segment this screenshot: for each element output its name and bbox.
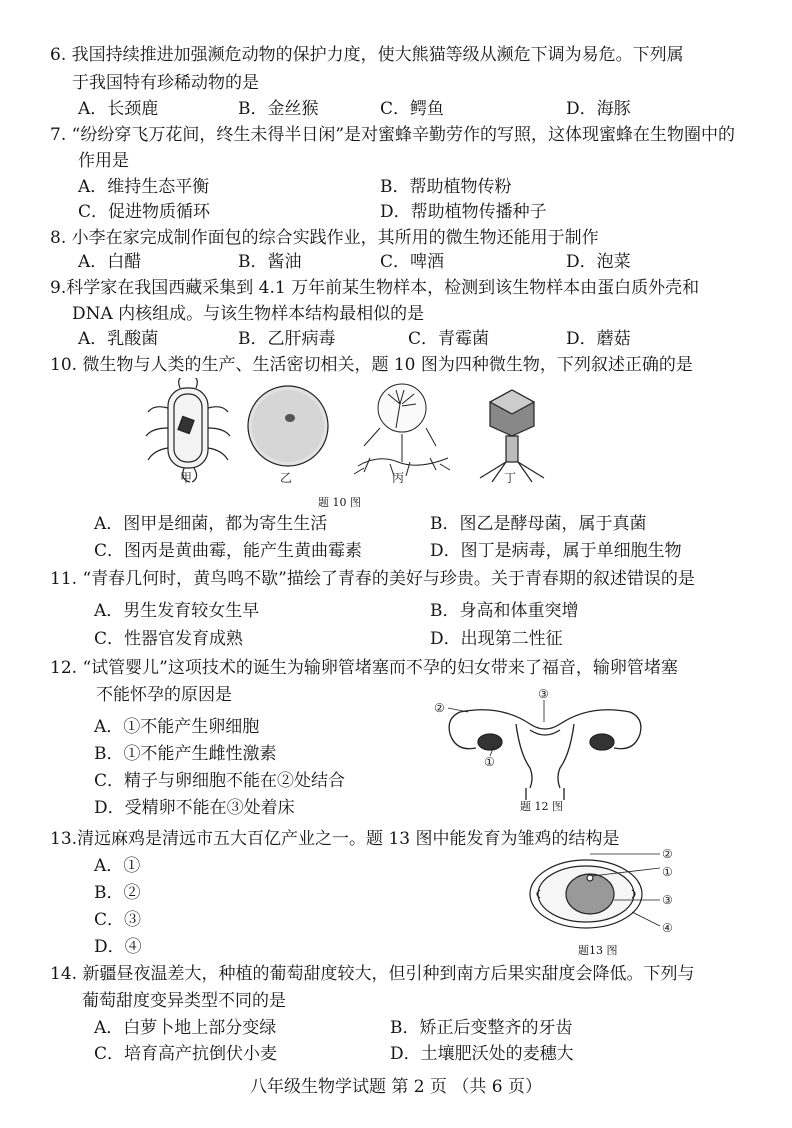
- q7-stem-line1: [50, 124, 735, 146]
- q14-stem-line1: [50, 963, 694, 985]
- q6-option-a: A．长颈鹿: [78, 99, 159, 119]
- q9-option-c: C．青霉菌: [408, 329, 490, 349]
- fig10-virus: [480, 390, 544, 482]
- fig13-marker-4: ④: [662, 921, 673, 935]
- q6-option-c: C．鳄鱼: [380, 99, 445, 119]
- q12-option-d: D．受精卵不能在③处着床: [94, 798, 295, 818]
- q6-option-d: D．海豚: [566, 99, 631, 119]
- fig13-caption: 题13 图: [578, 944, 618, 957]
- fig12-marker-2: ②: [434, 701, 445, 715]
- q7-option-c: C．促进物质循环: [78, 202, 211, 222]
- q13-text: 清远麻鸡是清远市五大百亿产业之一。题 13 图中能发育为雏鸡的结构是: [77, 829, 620, 849]
- q10-option-b: B．图乙是酵母菌，属于真菌: [430, 514, 647, 534]
- q9-number: 9.: [50, 278, 67, 298]
- q8-option-c: C．啤酒: [380, 252, 445, 272]
- q9-option-a: A．乳酸菌: [78, 329, 159, 349]
- q9-option-d: D．蘑菇: [566, 329, 631, 349]
- fig12-marker-3: ③: [538, 687, 549, 701]
- q9-stem-line1: [50, 277, 699, 299]
- q6-option-b: B．金丝猴: [238, 99, 319, 119]
- q11-option-d: D．出现第二性征: [430, 629, 563, 649]
- q10-text: 微生物与人类的生产、生活密切相关，题 10 图为四种微生物，下列叙述正确的是: [82, 355, 693, 375]
- q7-stem-line2: 作用是: [78, 151, 129, 171]
- q10-number: 10.: [50, 355, 78, 375]
- q14-option-a: A．白萝卜地上部分变绿: [94, 1018, 277, 1038]
- q8-option-a: A．白醋: [78, 252, 142, 272]
- q11-number: 11.: [50, 569, 78, 589]
- q14-option-b: B．矫正后变整齐的牙齿: [390, 1018, 573, 1038]
- fig10-caption: 题 10 图: [318, 496, 361, 509]
- q13-number: 13.: [50, 829, 78, 849]
- fig12-caption: 题 12 图: [520, 800, 563, 813]
- q8-option-d: D．泡菜: [566, 252, 631, 272]
- q11-option-a: A．男生发育较女生早: [94, 601, 260, 621]
- fig10-mold: [354, 384, 450, 476]
- q6-text: 我国持续推进加强濒危动物的保护力度，使大熊猫等级从濒危下调为易危。下列属: [71, 45, 684, 65]
- q12-stem-line2: 不能怀孕的原因是: [96, 685, 232, 705]
- q14-option-c: C．培育高产抗倒伏小麦: [94, 1044, 278, 1064]
- fig10-labels: [180, 471, 516, 485]
- q11-option-b: B．身高和体重突增: [430, 601, 579, 621]
- q7-option-d: D．帮助植物传播种子: [380, 202, 547, 222]
- q7-option-a: A．维持生态平衡: [78, 177, 210, 197]
- q13-option-d: D．④: [94, 937, 142, 957]
- fig13-egg-diagram: [520, 840, 690, 942]
- q11-stem: [50, 568, 695, 590]
- q11-option-c: C．性器官发育成熟: [94, 629, 244, 649]
- q10-option-c: C．图丙是黄曲霉，能产生黄曲霉素: [94, 541, 363, 561]
- q9-text: 科学家在我国西藏采集到 4.1 万年前某生物样本，检测到该生物样本由蛋白质外壳和: [66, 278, 700, 298]
- q14-number: 14.: [50, 964, 78, 984]
- q12-text: “试管婴儿”这项技术的诞生为输卵管堵塞而不孕的妇女带来了福音，输卵管堵塞: [82, 658, 678, 678]
- q8-text: 小李在家完成制作面包的综合实践作业，其所用的微生物还能用于制作: [71, 228, 599, 248]
- q12-stem-line1: [50, 657, 678, 679]
- page-footer: 八年级生物学试题 第 2 页 （共 6 页）: [249, 1077, 543, 1097]
- q14-stem-line2: 葡萄甜度变异类型不同的是: [82, 991, 286, 1011]
- fig10-label-ding: 丁: [504, 471, 517, 485]
- q13-option-b: B．②: [94, 883, 141, 903]
- q7-text: “纷纷穿飞万花间，终生未得半日闲”是对蜜蜂辛勤劳作的写照，这体现蜜蜂在生物圈中的: [71, 125, 736, 145]
- q13-option-a: A．①: [94, 856, 141, 876]
- fig13-marker-3: ③: [662, 893, 673, 907]
- fig10-label-yi: 乙: [280, 471, 293, 485]
- q10-option-a: A．图甲是细菌，都为寄生生活: [94, 514, 328, 534]
- fig10-label-jia: 甲: [180, 471, 193, 485]
- q6-number: 6.: [50, 45, 67, 65]
- fig10-yeast: [248, 386, 328, 466]
- fig12-marker-1: ①: [484, 755, 495, 769]
- fig12-uterus-diagram: [430, 684, 660, 804]
- q7-option-b: B．帮助植物传粉: [380, 177, 512, 197]
- q8-option-b: B．酱油: [238, 252, 302, 272]
- q13-option-c: C．③: [94, 910, 142, 930]
- q12-option-c: C．精子与卵细胞不能在②处结合: [94, 771, 346, 791]
- q8-number: 8.: [50, 228, 67, 248]
- q12-number: 12.: [50, 658, 78, 678]
- fig13-marker-2: ②: [662, 847, 673, 861]
- q14-option-d: D．土壤肥沃处的麦穗大: [390, 1044, 574, 1064]
- q7-number: 7.: [50, 125, 67, 145]
- q12-option-a: A．①不能产生卵细胞: [94, 717, 260, 737]
- fig13-marker-1: ①: [662, 865, 673, 879]
- q9-option-b: B．乙肝病毒: [238, 329, 336, 349]
- q8-stem: [50, 227, 599, 249]
- fig10-bacterium: [146, 378, 230, 482]
- q10-stem: [50, 354, 693, 376]
- q9-stem-line2: DNA 内核组成。与该生物样本结构最相似的是: [72, 304, 425, 324]
- fig10-label-bing: 丙: [392, 471, 405, 485]
- q10-option-d: D．图丁是病毒，属于单细胞生物: [430, 541, 682, 561]
- q6-stem-line2: 于我国特有珍稀动物的是: [72, 73, 259, 93]
- q14-text: 新疆昼夜温差大，种植的葡萄甜度较大，但引种到南方后果实甜度会降低。下列与: [82, 964, 695, 984]
- fig10-microorganisms: [140, 378, 560, 508]
- q11-text: “青春几何时，黄鸟鸣不歇”描绘了青春的美好与珍贵。关于青春期的叙述错误的是: [82, 569, 695, 589]
- q6-stem-line1: [50, 44, 684, 66]
- q12-option-b: B．①不能产生雌性激素: [94, 744, 277, 764]
